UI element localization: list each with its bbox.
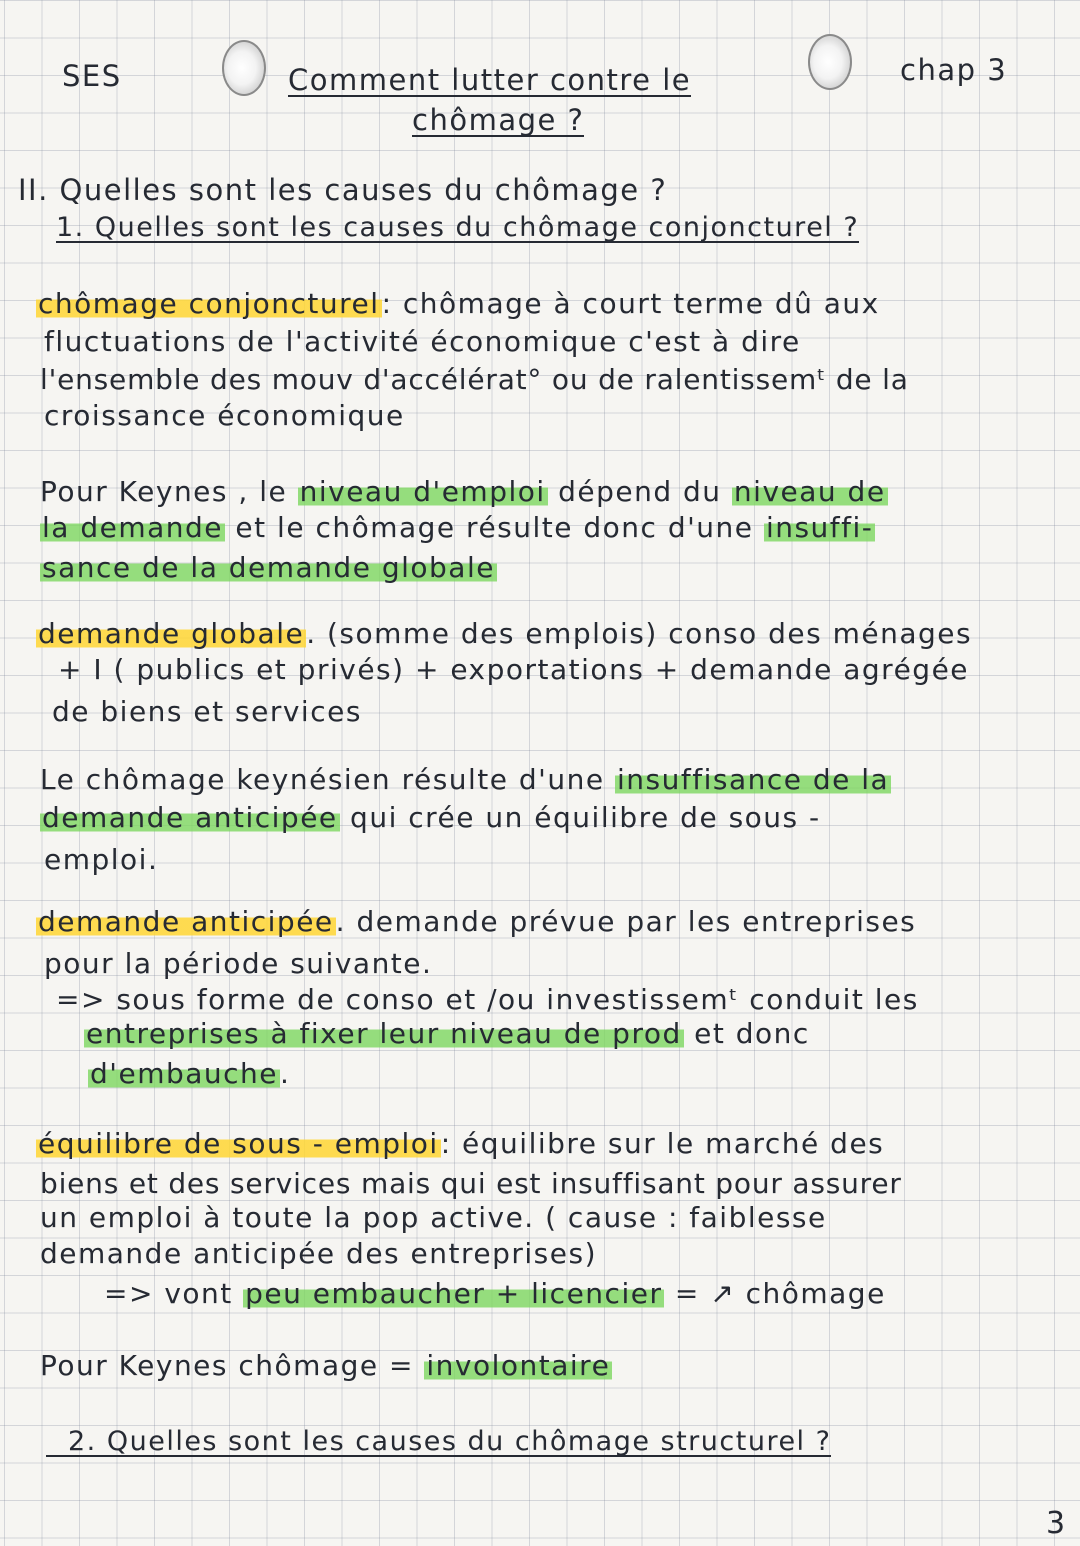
equilibre-line5	[104, 1277, 886, 1310]
subsection-heading-2: 2. Quelles sont les causes du chômage structurel ?	[46, 1428, 831, 1457]
text-segment: dépend du	[547, 475, 732, 508]
demande-anticipee-line5	[88, 1057, 291, 1090]
section-heading: II. Quelles sont les causes du chômage ?	[18, 173, 668, 207]
highlight-involontaire: involontaire	[426, 1349, 611, 1382]
keynesien-line2	[40, 801, 821, 834]
text-segment: Pour Keynes , le	[40, 475, 298, 508]
highlight-insuffisance-de-la: insuffisance de la	[617, 763, 890, 796]
keynes-paragraph-line3	[40, 551, 497, 584]
keynes-paragraph-line1	[40, 475, 888, 508]
text-segment: .	[280, 1057, 291, 1090]
text-line: un emploi à toute la pop active. ( cause : faiblesse	[40, 1201, 827, 1234]
definition-demande-globale	[36, 617, 973, 650]
text-segment: => vont	[104, 1277, 244, 1310]
punch-hole-left	[222, 40, 266, 96]
text-segment: et le chômage résulte donc d'une	[225, 511, 764, 544]
page-number: 3	[1046, 1506, 1066, 1541]
text-line: biens et des services mais qui est insuffisant pour assurer	[40, 1167, 902, 1200]
highlight-la-demande: la demande	[42, 511, 224, 544]
definition-equilibre-sous-emploi	[36, 1127, 885, 1160]
text-line: de biens et services	[52, 695, 362, 728]
highlight-niveau-emploi: niveau d'emploi	[299, 475, 546, 508]
highlight-fixer-niveau-prod: entreprises à fixer leur niveau de prod	[86, 1017, 682, 1050]
text-line: => sous forme de conso et /ou investissemᵗ conduit les	[56, 983, 919, 1016]
demande-anticipee-line4	[84, 1017, 810, 1050]
text-segment: et donc	[683, 1017, 810, 1050]
highlight-insuffisance: insuffi-	[765, 511, 874, 544]
text-segment: = ↗ chômage	[664, 1277, 886, 1310]
term-demande-anticipee: demande anticipée	[38, 905, 334, 938]
page-title-line2: chômage ?	[412, 103, 585, 137]
definition-text: . demande prévue par les entreprises	[335, 905, 917, 938]
text-line: fluctuations de l'activité économique c'est à dire	[44, 325, 801, 358]
text-line: croissance économique	[44, 399, 405, 432]
subsection-heading-1: 1. Quelles sont les causes du chômage conjoncturel ?	[56, 212, 860, 243]
highlight-demande-globale: sance de la demande globale	[42, 551, 495, 584]
text-line: + I ( publics et privés) + exportations + demande agrégée	[58, 653, 970, 686]
page-title-line1: Comment lutter contre le	[288, 63, 692, 97]
chapter-label: chap 3	[900, 53, 1008, 87]
keynes-conclusion	[40, 1349, 612, 1382]
text-line: pour la période suivante.	[44, 947, 433, 980]
punch-hole-right	[808, 34, 852, 90]
definition-text: : chômage à court terme dû aux	[381, 287, 880, 320]
keynes-paragraph-line2	[40, 511, 875, 544]
definition-chomage-conjoncturel	[36, 287, 880, 320]
highlight-demande-anticipee: demande anticipée	[42, 801, 338, 834]
term-equilibre-sous-emploi: équilibre de sous - emploi	[38, 1127, 439, 1160]
highlight-niveau-demande: niveau de	[733, 475, 886, 508]
text-line: l'ensemble des mouv d'accélérat° ou de ralentissemᵗ de la	[40, 363, 909, 396]
text-segment: qui crée un équilibre de sous -	[339, 801, 821, 834]
definition-demande-anticipee	[36, 905, 917, 938]
highlight-embaucher-licencier: peu embaucher + licencier	[245, 1277, 663, 1310]
highlight-embauche: d'embauche	[90, 1057, 279, 1090]
text-line: emploi.	[44, 843, 159, 876]
keynesien-line1	[40, 763, 891, 796]
text-line: demande anticipée des entreprises)	[40, 1237, 597, 1270]
definition-text: : équilibre sur le marché des	[440, 1127, 885, 1160]
term-demande-globale: demande globale	[38, 617, 305, 650]
definition-text: . (somme des emplois) conso des ménages	[306, 617, 973, 650]
subject-label: SES	[62, 59, 122, 93]
text-segment: Pour Keynes chômage =	[40, 1349, 425, 1382]
text-segment: Le chômage keynésien résulte d'une	[40, 763, 615, 796]
term-chomage-conjoncturel: chômage conjoncturel	[38, 287, 380, 320]
